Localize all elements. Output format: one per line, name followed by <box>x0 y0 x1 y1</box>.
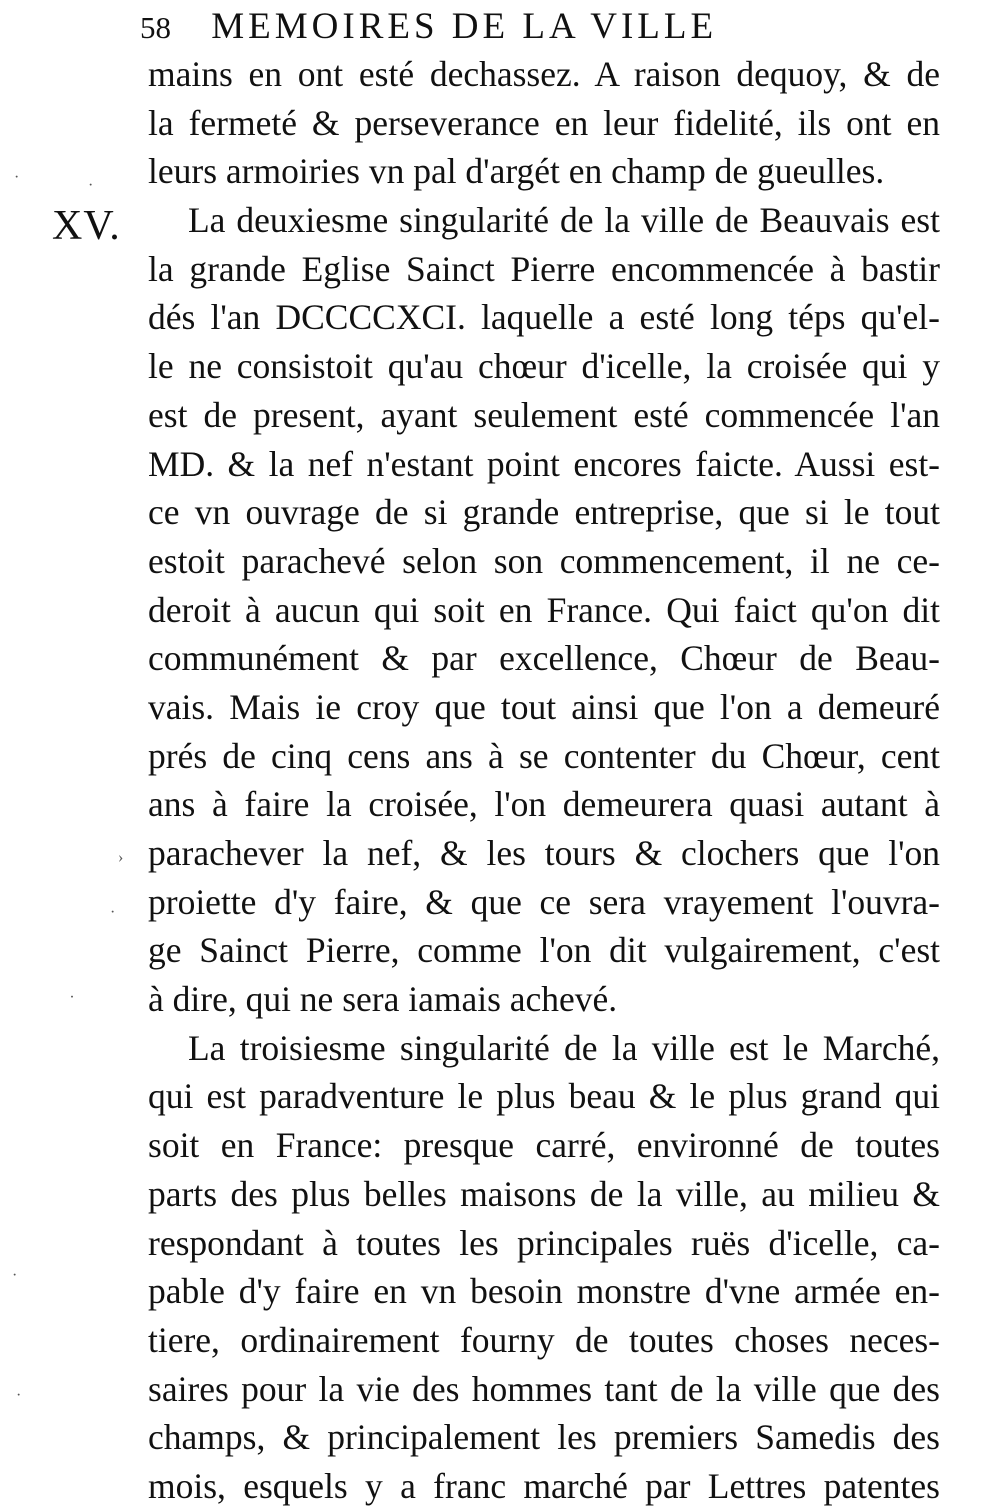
text-line: la fermeté & perseverance en leur fidelité, ils ont en <box>148 102 940 143</box>
print-speck: · <box>88 177 94 194</box>
print-speck: · <box>110 904 116 921</box>
text-line: MD. & la nef n'estant point encores faicte. Aussi est- <box>148 443 940 484</box>
text-line: saires pour la vie des hommes tant de la ville que des <box>148 1368 940 1409</box>
text-line: la grande Eglise Sainct Pierre encommencée à bastir <box>148 248 940 289</box>
text-line: est de present, ayant seulement esté commencée l'an <box>148 394 940 435</box>
text-line: parachever la nef, & les tours & clochers que l'on <box>148 833 940 873</box>
text-line: communément & par excellence, Chœur de Beau- <box>148 638 940 679</box>
text-line: La deuxiesme singularité de la ville de Beauvais est <box>188 200 940 241</box>
text-line: qui est paradventure le plus beau & le plus grand qui <box>148 1076 940 1117</box>
print-speck: · <box>16 1387 22 1404</box>
print-speck: · <box>12 1267 18 1284</box>
print-speck: › <box>118 849 124 866</box>
text-line: proiette d'y faire, & que ce sera vrayement l'ouvra- <box>148 881 940 922</box>
text-line: ge Sainct Pierre, comme l'on dit vulgairement, c'est <box>148 930 940 971</box>
text-line: ce vn ouvrage de si grande entreprise, que si le tout <box>148 492 940 533</box>
text-line: champs, & principalement les premiers Samedis des <box>148 1417 940 1458</box>
text-line: La troisiesme singularité de la ville est le Marché, <box>188 1027 940 1068</box>
text-line: prés de cinq cens ans à se contenter du Chœur, cent <box>148 735 940 776</box>
running-title: MEMOIRES DE LA VILLE <box>211 6 718 47</box>
running-head <box>140 4 940 50</box>
text-line: le ne consistoit qu'au chœur d'icelle, la croisée qui y <box>148 346 940 387</box>
text-line: pable d'y faire en vn besoin monstre d'vne armée en- <box>148 1271 940 1312</box>
page-number: 58 <box>140 10 171 45</box>
text-line: soit en France: presque carré, environné de toutes <box>148 1125 940 1166</box>
text-line: ans à faire la croisée, l'on demeurera quasi autant à <box>148 784 940 825</box>
text-line: tiere, ordinairement fourny de toutes choses neces- <box>148 1319 940 1360</box>
print-speck: · <box>14 169 20 186</box>
print-speck: ∙ <box>70 989 74 1006</box>
body-text <box>148 50 940 1511</box>
marginal-section-number: XV. <box>52 203 121 249</box>
text-line: mains en ont esté dechassez. A raison dequoy, & de <box>148 54 940 94</box>
text-line: dés l'an DCCCCXCI. laquelle a esté long téps qu'el- <box>148 297 940 338</box>
text-line: estoit parachevé selon son commencement, il ne ce- <box>148 540 940 581</box>
text-line: vais. Mais ie croy que tout ainsi que l'on a demeuré <box>148 686 940 727</box>
text-line: respondant à toutes les principales ruës d'icelle, ca- <box>148 1222 940 1263</box>
text-line: parts des plus belles maisons de la ville, au milieu & <box>148 1173 940 1214</box>
text-line: deroit à aucun qui soit en France. Qui faict qu'on dit <box>148 589 940 630</box>
text-line: à dire, qui ne sera iamais achevé. <box>148 979 618 1020</box>
text-line: mois, esquels y a franc marché par Lettres patentes <box>148 1465 940 1506</box>
text-line: leurs armoiries vn pal d'argét en champ de gueulles. <box>148 151 885 192</box>
